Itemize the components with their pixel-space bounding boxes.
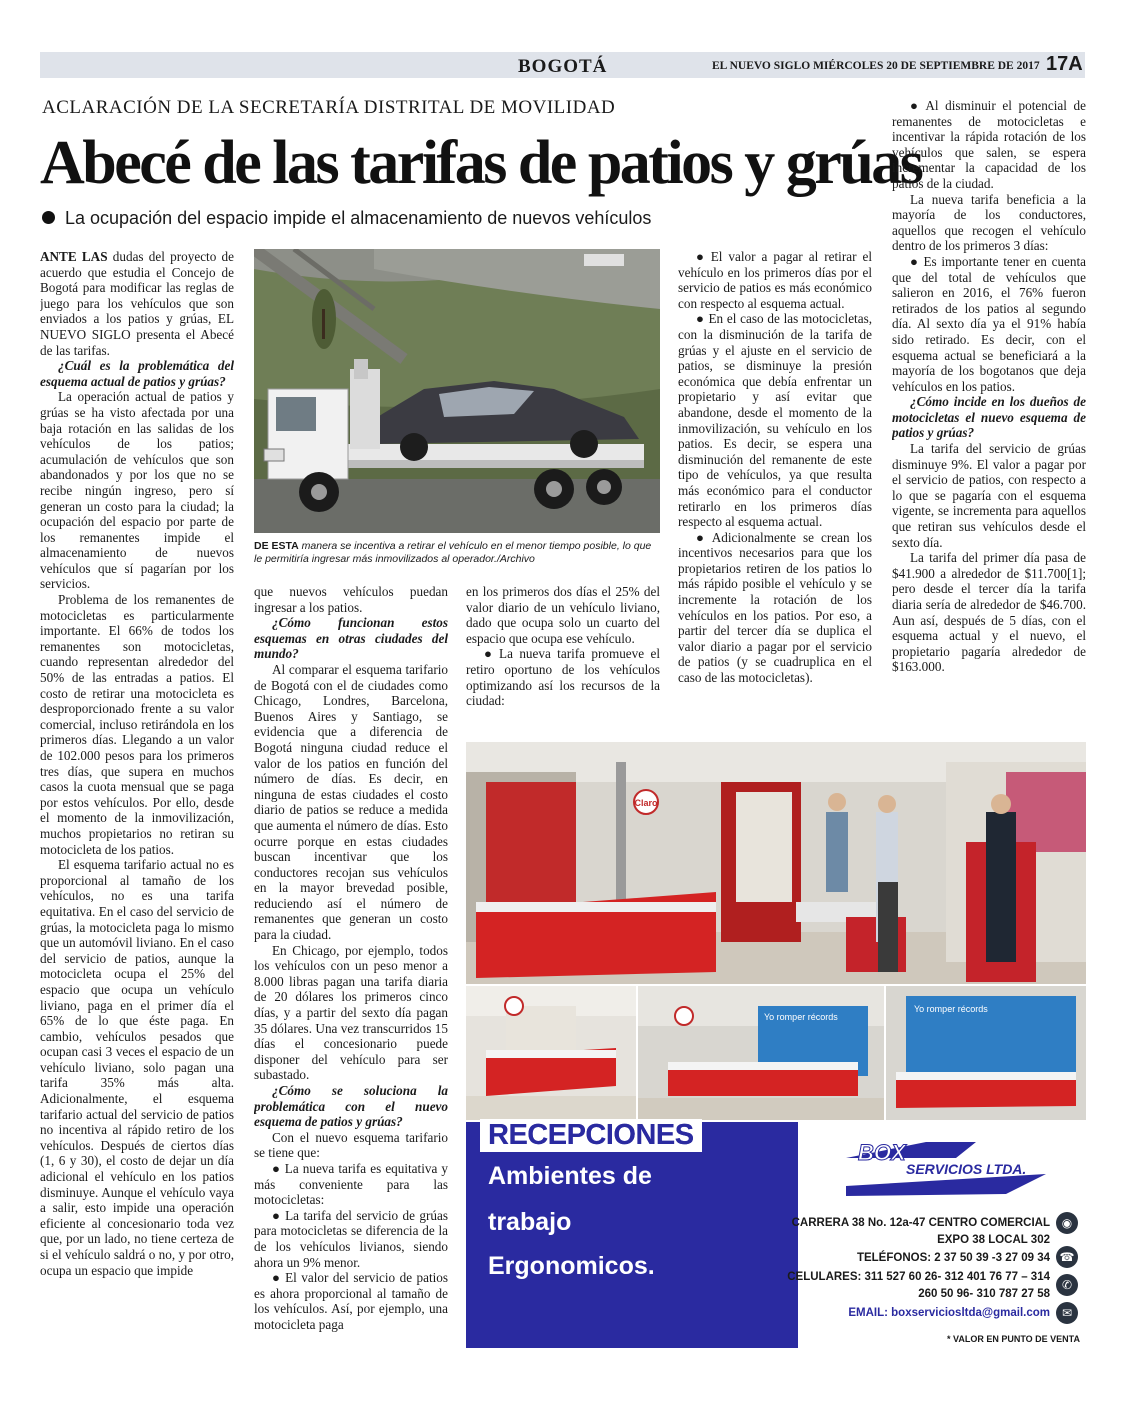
bullet-text: El valor del servicio de patios es ahora proporcional al tamaño de los vehículos. Así, por ejemplo, una motocicleta paga bbox=[254, 1270, 448, 1332]
bullet-text: El valor a pagar al retirar el vehículo en los primeros días por el servicio de patios es más económico con respecto al esquema actual. bbox=[678, 249, 872, 311]
ad-address-2: EXPO 38 LOCAL 302 bbox=[937, 1234, 1050, 1246]
paragraph-text: Problema de los remanentes de motocicletas es particularmente importante. El 66% de todos los remanentes son motocicletas, cuando representan alrededor del 50% de las entradas a patios. El costo de retirar una motocicleta es desproporcionado frente a su valor comercial, incluso retirándola en los primeros días. Llegando a un valor de 102.000 pesos para los primeros tres días, que supera en muchos casos la cuota mensual que se paga por estos vehículos. Por ello, desde el momento de la inmovilización, muchos propietarios no retiran su motocicleta de los patios. bbox=[40, 592, 234, 857]
paragraph bbox=[40, 592, 234, 857]
question-text: ¿Cuál es la problemática del esquema actual de patios y grúas? bbox=[40, 358, 234, 389]
section-label: BOGOTÁ bbox=[518, 56, 608, 77]
tow-truck-illustration bbox=[254, 249, 660, 533]
column-2 bbox=[254, 584, 448, 1349]
box-logo-text: BOX bbox=[858, 1140, 906, 1165]
caption-lead: DE ESTA bbox=[254, 540, 299, 552]
bullet-paragraph bbox=[678, 530, 872, 686]
paragraph bbox=[254, 1130, 448, 1161]
bullet-text: En el caso de las motocicletas, con la disminución de la tarifa de grúas y el ajuste en el servicio de patios, se disminuye la presión económica que debía enfrentar un propietario y así evitar que abandone, desde el momento de la inmovilización, su vehículo en los patios. Es decir, se espera una disminución del remanente de este tipo de vehículos, ya que resulta más económico para el conductor retirarlo en los primeros días respecto al esquema actual. bbox=[678, 311, 872, 530]
column-4 bbox=[678, 249, 872, 734]
bullet-text: Adicionalmente se crean los incentivos necesarios para que los propietarios retiren de los patios lo más rápido posible el vehículo y se incremente la rotación de los vehículos en los patios. Por eso, a partir del tercer día se duplica el valor diario a pagar por el servicio de patios (y se cuadruplica en el caso de las motocicletas). bbox=[678, 529, 872, 686]
bullet-paragraph bbox=[254, 1270, 448, 1332]
lead-words: ANTE LAS bbox=[40, 249, 108, 264]
ad-thumb-2 bbox=[638, 986, 884, 1120]
continued-paragraph bbox=[254, 584, 448, 615]
bullet-icon bbox=[42, 211, 55, 224]
advertisement bbox=[466, 742, 1086, 1348]
store-interior-illustration bbox=[466, 742, 1086, 984]
ad-phones: TELÉFONOS: 2 37 50 39 -3 27 09 34 bbox=[856, 1252, 1050, 1264]
bullet-text: Al disminuir el potencial de remanentes de motocicletas e incentivar la rápida rotación de los vehículos que salen, se espera incrementar la capacidad de los patios de la ciudad. bbox=[892, 98, 1086, 191]
question-heading bbox=[254, 615, 448, 662]
box-logo-subtext: SERVICIOS LTDA. bbox=[906, 1161, 1027, 1177]
ad-address: CARRERA 38 No. 12a-47 CENTRO COMERCIAL bbox=[791, 1217, 1050, 1229]
bullet-paragraph bbox=[678, 249, 872, 311]
bullet-paragraph bbox=[254, 1161, 448, 1208]
subhead-text: La ocupación del espacio impide el almacenamiento de nuevos vehículos bbox=[65, 208, 652, 228]
tow-truck-photo bbox=[254, 249, 660, 533]
box-logo bbox=[846, 1138, 1056, 1200]
question-heading bbox=[254, 1083, 448, 1130]
paragraph bbox=[892, 441, 1086, 550]
paragraph-text: en los primeros dos días el 25% del valor diario de un vehículo liviano, dado que ocupa solo un cuarto del espacio que ocupa ese vehículo. bbox=[466, 584, 660, 646]
ad-price-note: * VALOR EN PUNTO DE VENTA bbox=[946, 1334, 1080, 1344]
store-thumb-2 bbox=[638, 986, 884, 1120]
ad-thumb-3 bbox=[886, 986, 1086, 1120]
question-text: ¿Cómo se soluciona la problemática con el nuevo esquema de patios y grúas? bbox=[254, 1083, 448, 1130]
paragraph bbox=[892, 550, 1086, 675]
photo-caption bbox=[254, 540, 660, 566]
banner-text-1: Yo romper récords bbox=[764, 1012, 838, 1022]
ad-email: EMAIL: boxserviciosltda@gmail.com bbox=[848, 1307, 1050, 1319]
claro-sign: Claro bbox=[634, 798, 658, 808]
paragraph-text: La tarifa del primer día pasa de $41.900 a alrededor de $11.700[1]; pero desde el tercer día la tarifa diaria sería de alrededor de $46.700. Aun así, después de 5 días, con el esquema actual y el nuevo, el propietario pagaría alrededor de $163.000. bbox=[892, 550, 1086, 675]
caption-text: manera se incentiva a retirar el vehículo en el menor tiempo posible, lo que le permitiría ingresar más inmovilizados al operador./Archivo bbox=[254, 540, 652, 565]
paragraph bbox=[254, 943, 448, 1083]
store-thumb-3 bbox=[886, 986, 1086, 1120]
ad-line-3: Ergonomicos. bbox=[488, 1252, 655, 1280]
headline: Abecé de las tarifas de patios y grúas bbox=[40, 129, 922, 197]
paragraph bbox=[40, 389, 234, 592]
phone-icon: ☎ bbox=[1056, 1246, 1078, 1268]
column-3 bbox=[466, 584, 660, 734]
paragraph bbox=[892, 192, 1086, 254]
ad-title: RECEPCIONES bbox=[480, 1119, 702, 1152]
bullet-text: La tarifa del servicio de grúas para motocicletas se diferencia de la de los vehículos livianos, siendo ahora un 9% menor. bbox=[254, 1207, 448, 1270]
subhead bbox=[42, 208, 651, 229]
ad-line-1: Ambientes de bbox=[488, 1162, 652, 1190]
ad-mobiles: CELULARES: 311 527 60 26- 312 401 76 77 – 314 bbox=[787, 1271, 1050, 1283]
paragraph bbox=[40, 857, 234, 1278]
question-text: ¿Cómo funcionan estos esquemas en otras ciudades del mundo? bbox=[254, 615, 448, 662]
lead-text: dudas del proyecto de acuerdo que estudia el Concejo de Bogotá para modificar las reglas de juego para los vehículos que son enviados a los patios y grúas, EL NUEVO SIGLO presenta el Abecé de las tarifas. bbox=[40, 249, 234, 358]
ad-main-photo bbox=[466, 742, 1086, 984]
ad-thumb-1 bbox=[466, 986, 636, 1120]
question-text: ¿Cómo incide en los dueños de motocicletas el nuevo esquema de patios y grúas? bbox=[892, 394, 1086, 441]
masthead-date: EL NUEVO SIGLO MIÉRCOLES 20 DE SEPTIEMBRE DE 2017 bbox=[712, 60, 1040, 72]
location-pin-icon: ◉ bbox=[1056, 1212, 1078, 1234]
bullet-paragraph bbox=[254, 1208, 448, 1270]
ad-mobiles-2: 260 50 96- 310 787 27 58 bbox=[918, 1288, 1050, 1300]
paragraph bbox=[254, 662, 448, 943]
store-thumb-1 bbox=[466, 986, 636, 1120]
paragraph-text: que nuevos vehículos puedan ingresar a los patios. bbox=[254, 584, 448, 615]
box-logo-mark bbox=[846, 1138, 1056, 1200]
paragraph-text: En Chicago, por ejemplo, todos los vehículos con un peso menor a 8.000 libras pagan una tarifa diaria de 20 dólares los primeros cinco días, y a partir del sexto día pagan 35 dólares. Una vez transcurridos 15 días el concesionario puede disponer del vehículo para ser subastado. bbox=[254, 942, 448, 1083]
ad-line-2: trabajo bbox=[488, 1208, 572, 1236]
lead-paragraph bbox=[40, 249, 234, 358]
envelope-icon: ✉ bbox=[1056, 1302, 1078, 1324]
whatsapp-icon: ✆ bbox=[1056, 1274, 1078, 1296]
question-heading bbox=[40, 358, 234, 389]
column-1 bbox=[40, 249, 234, 1349]
bullet-text: La nueva tarifa es equitativa y más conveniente para las motocicletas: bbox=[254, 1160, 448, 1208]
continued-paragraph bbox=[466, 584, 660, 646]
paragraph-text: El esquema tarifario actual no es proporcional al tamaño de los vehículos, no es una tarifa equitativa. En el caso del servicio de grúas, la motocicleta paga lo mismo que un automóvil liviano. En el caso del servicio de patios, aunque la motocicleta ocupa el 25% del espacio que ocupa un vehículo liviano, paga en el primer día el 65% de lo que éste paga. En cambio, vehículos pesados que ocupan casi 3 veces el espacio de un vehículo liviano, solo pagan una tarifa 35% más alta. Adicionalmente, el esquema tarifario actual del servicio de patios no incentiva al rápido retiro de los vehículos. Después de ciertos días (1, 6 y 30), el costo de dejar un día adicional el vehículo en los patios disminuye. Aunque el vehículo vaya a salir, esto impide una operación eficiente al concesionario toda vez que, por un lado, no tiene certeza de si el vehículo saldrá o no, y por otro, ocupa un espacio que impide bbox=[40, 857, 234, 1278]
bullet-paragraph bbox=[678, 311, 872, 529]
bullet-text: La nueva tarifa promueve el retiro oportuno de los vehículos optimizando así los recursos de la ciudad: bbox=[466, 646, 660, 709]
paragraph-text: Al comparar el esquema tarifario de Bogotá con el de ciudades como Chicago, Londres, Barcelona, Buenos Aires y Santiago, se evidencia que a diferencia de Bogotá ninguna ciudad reduce el valor de los patios en función del número de días. Es decir, en ninguna de estas ciudades el costo diario de patios se reduce a medida que aumenta el número de días. Esto ocurre porque en estas ciudades buscan incentivar que los conductores recojan sus vehículos en la mayor brevedad posible, reduciendo así el número de remanentes que generan un costo para la ciudad. bbox=[254, 661, 448, 943]
page-number: 17A bbox=[1046, 53, 1083, 75]
bullet-paragraph bbox=[892, 254, 1086, 394]
paragraph-text: Con el nuevo esquema tarifario se tiene que: bbox=[254, 1129, 448, 1161]
column-5 bbox=[892, 98, 1086, 738]
bullet-paragraph bbox=[892, 98, 1086, 192]
question-heading bbox=[892, 394, 1086, 441]
bullet-text: Es importante tener en cuenta que del total de vehículos que salieron en 2016, el 76% fueron retirados de los patios al segundo día. Al sexto día ya el 91% había sido retirado. Es decir, con el esquema actual se beneficiará a la mayoría de los bogotanos que deja vehículos en los patios. bbox=[892, 253, 1086, 394]
paragraph-text: La tarifa del servicio de grúas disminuye 9%. El valor a pagar por el servicio de patios, con respecto a lo que se pagaría con el esquema vigente, se incrementa para aquellos que retiran sus vehículos desde el sexto día. bbox=[892, 441, 1086, 550]
paragraph-text: La nueva tarifa beneficia a la mayoría de los conductores, aquellos que recogen el vehículo dentro de los primeros 3 días: bbox=[892, 191, 1086, 254]
kicker: ACLARACIÓN DE LA SECRETARÍA DISTRITAL DE MOVILIDAD bbox=[42, 97, 616, 118]
banner-text-2: Yo romper récords bbox=[914, 1004, 988, 1014]
paragraph-text: La operación actual de patios y grúas se ha visto afectada por una baja rotación en las salidas de los vehículos de los patios; acumulación de vehículos que son abandonados y por los que no se recibe ningún ingreso, pero sí generan un costo para la ciudad; la ocupación del espacio por parte de los remanentes impide el almacenamiento de nuevos vehículos que sí pagarían por los servicios. bbox=[40, 389, 234, 592]
bullet-paragraph bbox=[466, 646, 660, 708]
